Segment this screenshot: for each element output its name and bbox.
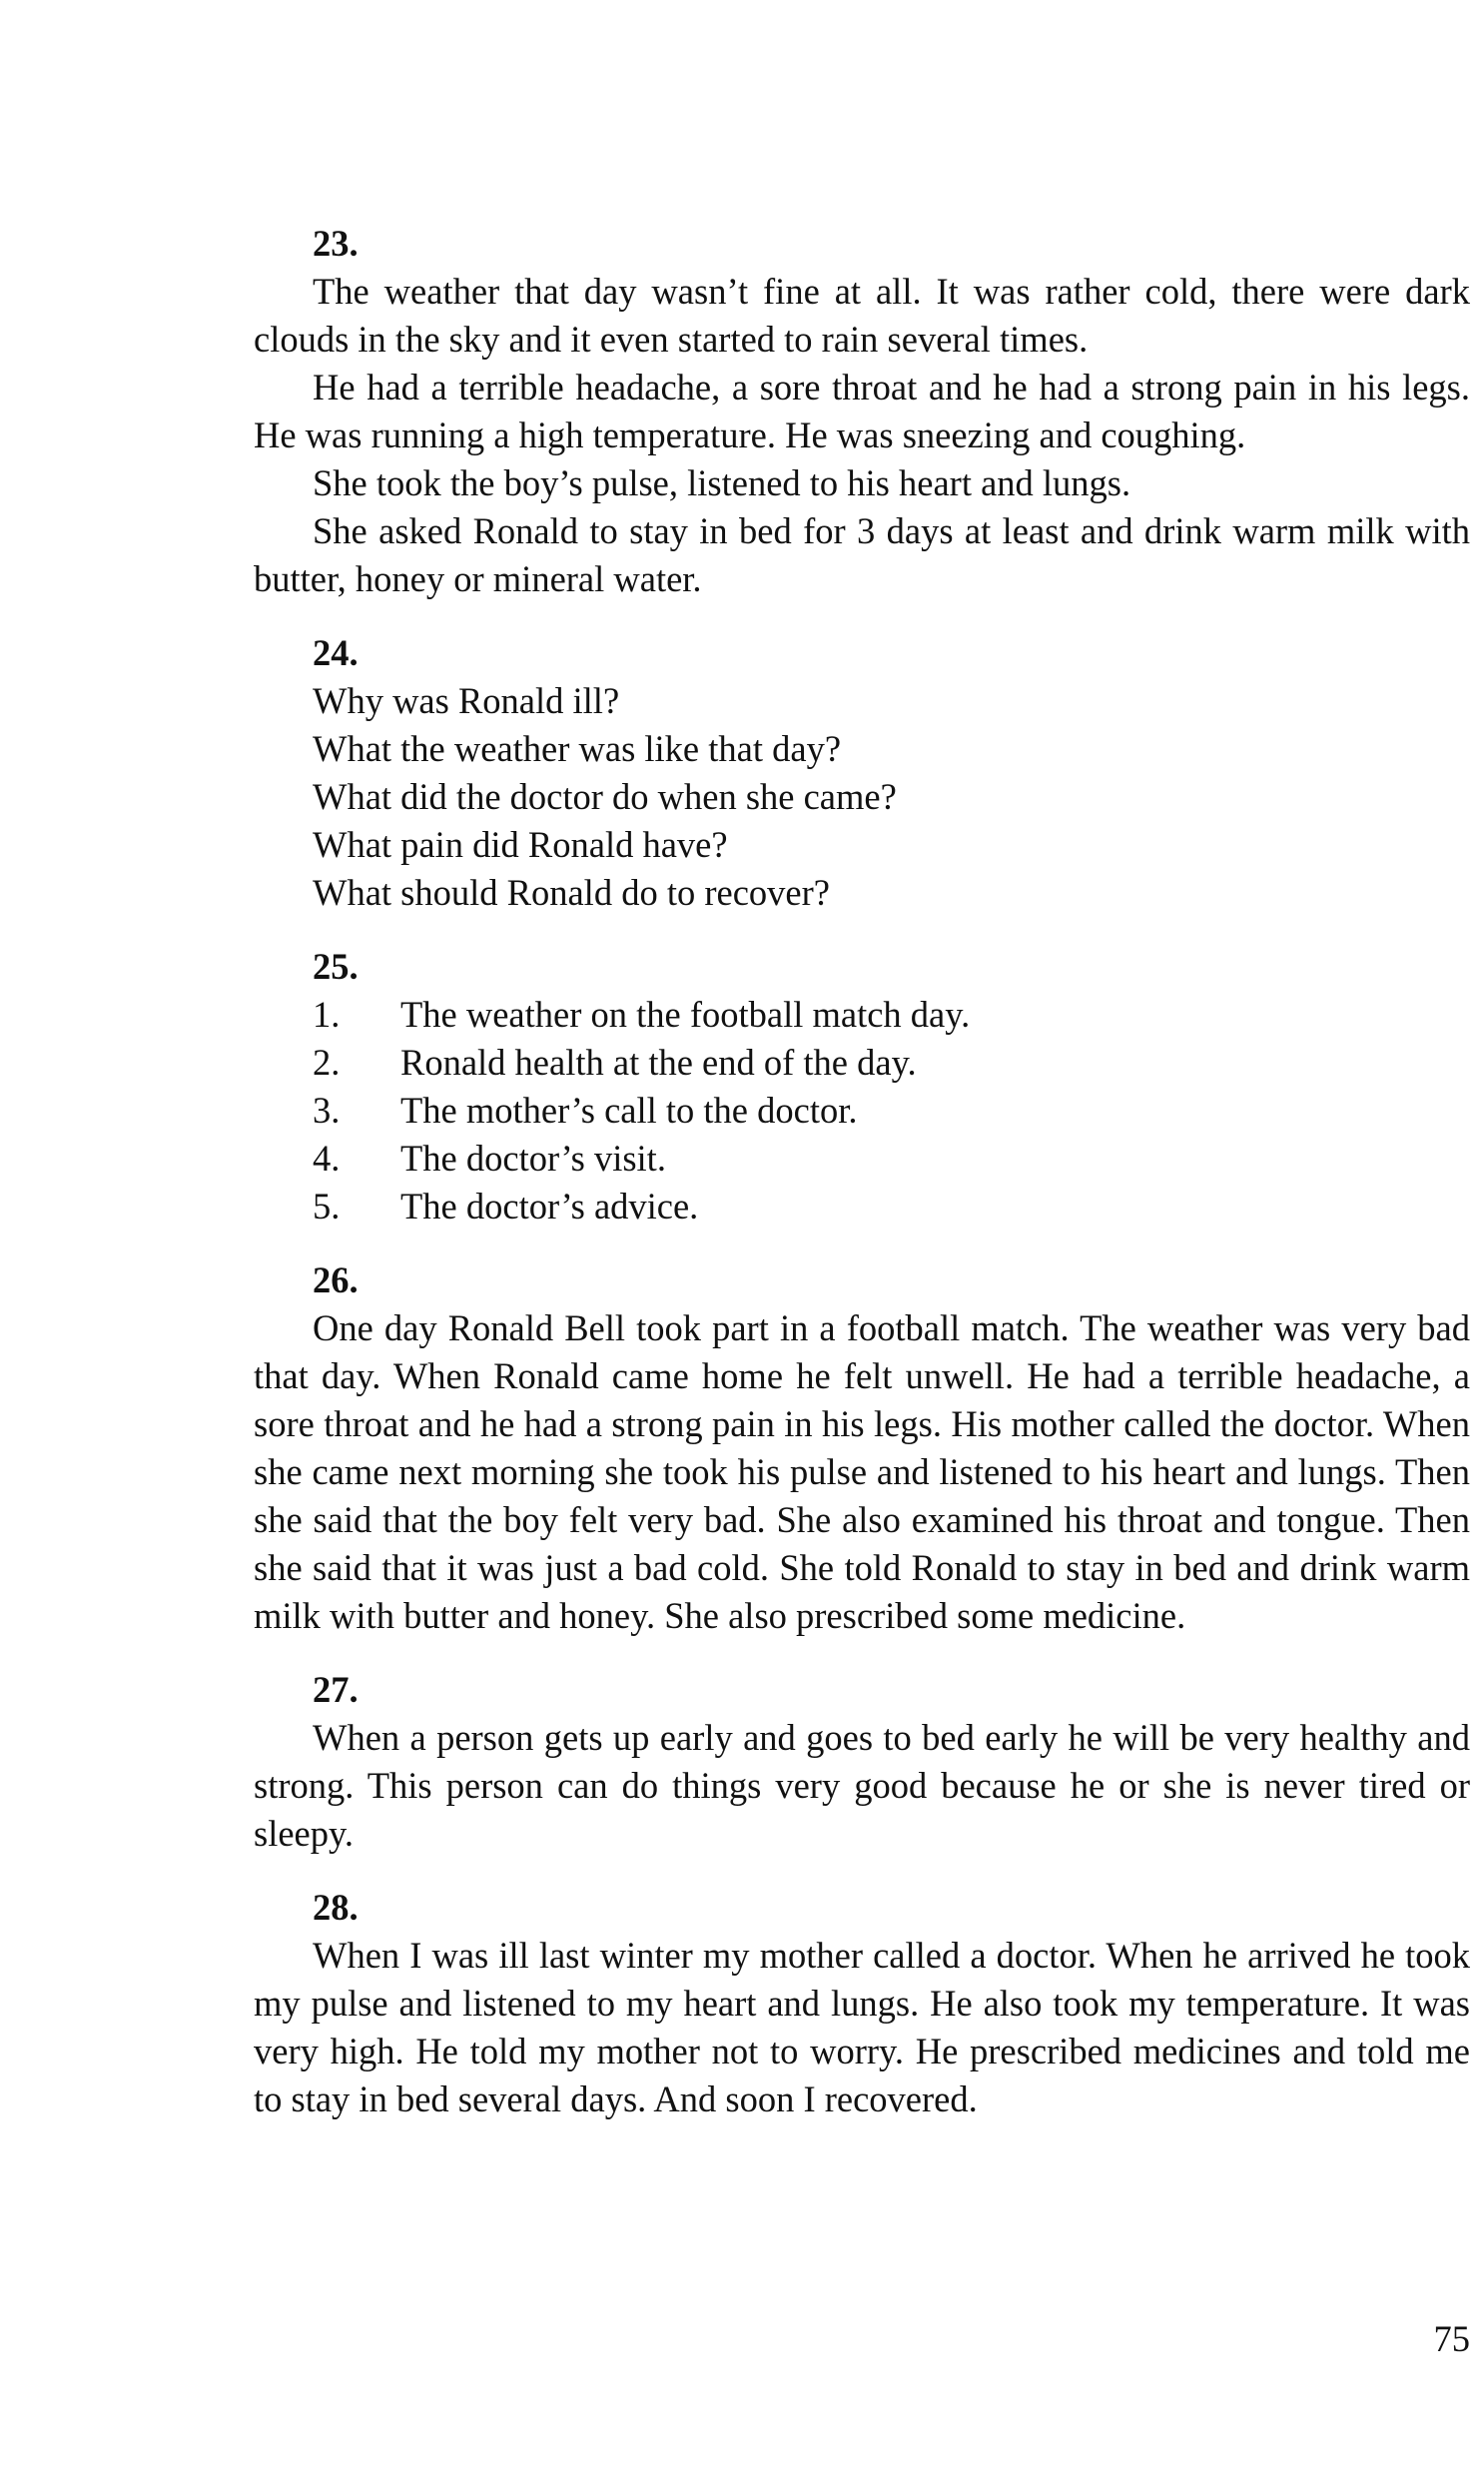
paragraph: She took the boy’s pulse, listened to his heart and lungs. — [313, 462, 1131, 503]
item-number: 5. — [313, 1186, 341, 1227]
section-26 — [254, 1256, 1470, 1640]
section-number: 23. — [313, 223, 359, 264]
item-number: 1. — [313, 994, 341, 1035]
item-number: 4. — [313, 1138, 341, 1179]
item-text: The doctor’s visit. — [400, 1138, 666, 1179]
question: Why was Ronald ill? — [313, 680, 620, 721]
page-number: 75 — [1433, 2318, 1470, 2359]
item-text: The doctor’s advice. — [400, 1186, 699, 1227]
section-27 — [254, 1666, 1470, 1858]
paragraph: When a person gets up early and goes to bed early he will be very healthy and strong. This person can do things very good because he or she is never tired or sleepy. — [254, 1717, 1470, 1854]
list-item — [313, 1183, 1470, 1231]
question: What pain did Ronald have? — [313, 824, 728, 865]
section-number: 28. — [313, 1887, 359, 1928]
section-number: 26. — [313, 1259, 359, 1300]
item-number: 2. — [313, 1042, 341, 1083]
list-item — [313, 1039, 1470, 1087]
paragraph: The weather that day wasn’t fine at all. It was rather cold, there were dark clouds in the sky and it even started to rain several times. — [254, 271, 1470, 360]
paragraph: When I was ill last winter my mother called a doctor. When he arrived he took my pulse and listened to my heart and lungs. He also took my temperature. It was very high. He told my mother not to worry. He prescribed medicines and told me to stay in bed several days. And soon I recovered. — [254, 1935, 1470, 2119]
list-item — [313, 1087, 1470, 1135]
section-28 — [254, 1884, 1470, 2123]
paragraph: He had a terrible headache, a sore throat and he had a strong pain in his legs. He was running a high temperature. He was sneezing and coughing. — [254, 367, 1470, 455]
section-24 — [254, 629, 1470, 917]
item-text: The weather on the football match day. — [400, 994, 971, 1035]
section-number: 27. — [313, 1669, 359, 1710]
item-text: Ronald health at the end of the day. — [400, 1042, 917, 1083]
section-23 — [254, 220, 1470, 603]
section-number: 25. — [313, 946, 359, 987]
item-text: The mother’s call to the doctor. — [400, 1090, 858, 1131]
paragraph: One day Ronald Bell took part in a football match. The weather was very bad that day. When Ronald came home he felt unwell. He had a terrible headache, a sore throat and he had a strong pain in his legs. His mother called the doctor. When she came next morning she took his pulse and listened to his heart and lungs. Then she said that the boy felt very bad. She also examined his throat and tongue. Then she said that it was just a bad cold. She told Ronald to stay in bed and drink warm milk with butter and honey. She also prescribed some medicine. — [254, 1307, 1470, 1636]
paragraph: She asked Ronald to stay in bed for 3 days at least and drink warm milk with butter, honey or mineral water. — [254, 510, 1470, 599]
plan-list — [254, 991, 1470, 1231]
question: What the weather was like that day? — [313, 728, 842, 769]
question: What did the doctor do when she came? — [313, 776, 897, 817]
item-number: 3. — [313, 1090, 341, 1131]
list-item — [313, 991, 1470, 1039]
section-25 — [254, 943, 1470, 1231]
document-page — [254, 220, 1470, 2149]
section-number: 24. — [313, 632, 359, 673]
question: What should Ronald do to recover? — [313, 872, 830, 913]
list-item — [313, 1135, 1470, 1183]
